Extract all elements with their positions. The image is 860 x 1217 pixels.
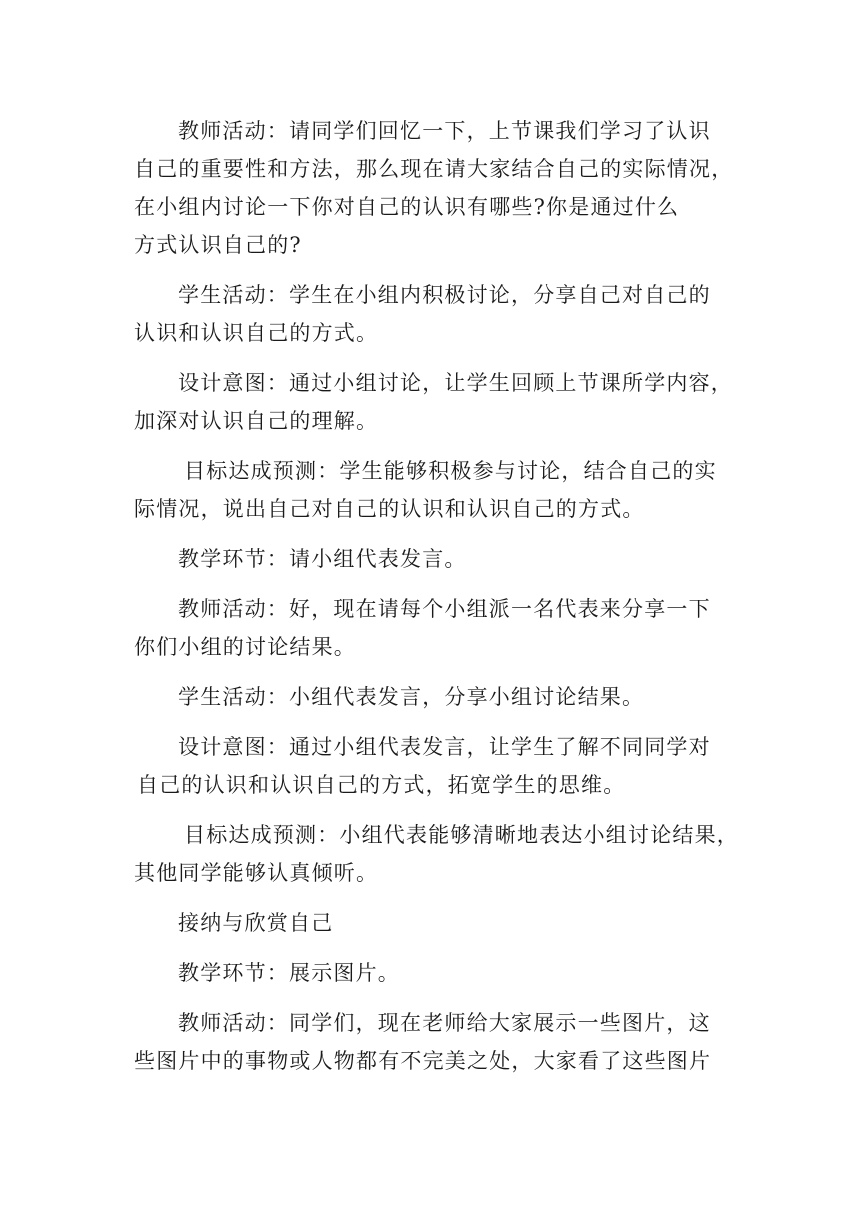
text-line: 其他同学能够认真倾听。	[134, 861, 379, 885]
text-line: 目标达成预测：小组代表能够清晰地表达小组讨论结果，	[184, 823, 739, 847]
paragraph-teacher-activity-3	[134, 1004, 754, 1080]
paragraph-teaching-step-2	[134, 954, 754, 992]
paragraph-teaching-step-1	[134, 540, 754, 578]
text-line: 教学环节：请小组代表发言。	[178, 547, 467, 571]
paragraph-design-intent-2	[134, 728, 754, 804]
text-line: 方式认识自己的?	[134, 233, 302, 257]
text-line: 学生活动：学生在小组内积极讨论，分享自己对自己的	[178, 283, 711, 307]
text-line: 自己的认识和认识自己的方式，拓宽学生的思维。	[137, 773, 626, 797]
section-heading-accept-and-appreciate-self	[134, 904, 754, 942]
text-line: 些图片中的事物或人物都有不完美之处，大家看了这些图片	[134, 1049, 712, 1073]
paragraph-student-activity-1	[134, 276, 754, 352]
paragraph-student-activity-2	[134, 678, 754, 716]
text-line: 加深对认识自己的理解。	[134, 409, 379, 433]
document-page	[134, 112, 754, 1092]
paragraph-goal-prediction-2	[134, 816, 754, 892]
text-line: 学生活动：小组代表发言，分享小组讨论结果。	[178, 685, 645, 709]
text-line: 设计意图：通过小组讨论，让学生回顾上节课所学内容，	[178, 371, 733, 395]
text-line: 教学环节：展示图片。	[178, 961, 400, 985]
text-line: 你们小组的讨论结果。	[134, 635, 356, 659]
text-line: 教师活动：同学们，现在老师给大家展示一些图片，这	[178, 1011, 711, 1035]
text-line: 在小组内讨论一下你对自己的认识有哪些?你是通过什么	[134, 195, 680, 219]
text-line: 自己的重要性和方法，那么现在请大家结合自己的实际情况，	[134, 157, 734, 181]
text-line: 接纳与欣赏自己	[178, 911, 334, 935]
text-line: 教师活动：请同学们回忆一下，上节课我们学习了认识	[178, 119, 711, 143]
text-line: 目标达成预测：学生能够积极参与讨论，结合自己的实	[184, 459, 717, 483]
text-line: 教师活动：好，现在请每个小组派一名代表来分享一下	[178, 597, 711, 621]
text-line: 设计意图：通过小组代表发言，让学生了解不同同学对	[178, 735, 711, 759]
text-line: 际情况，说出自己对自己的认识和认识自己的方式。	[134, 497, 645, 521]
paragraph-design-intent-1	[134, 364, 754, 440]
paragraph-goal-prediction-1	[134, 452, 754, 528]
text-line: 认识和认识自己的方式。	[134, 321, 379, 345]
paragraph-teacher-activity-1	[134, 112, 754, 264]
paragraph-teacher-activity-2	[134, 590, 754, 666]
